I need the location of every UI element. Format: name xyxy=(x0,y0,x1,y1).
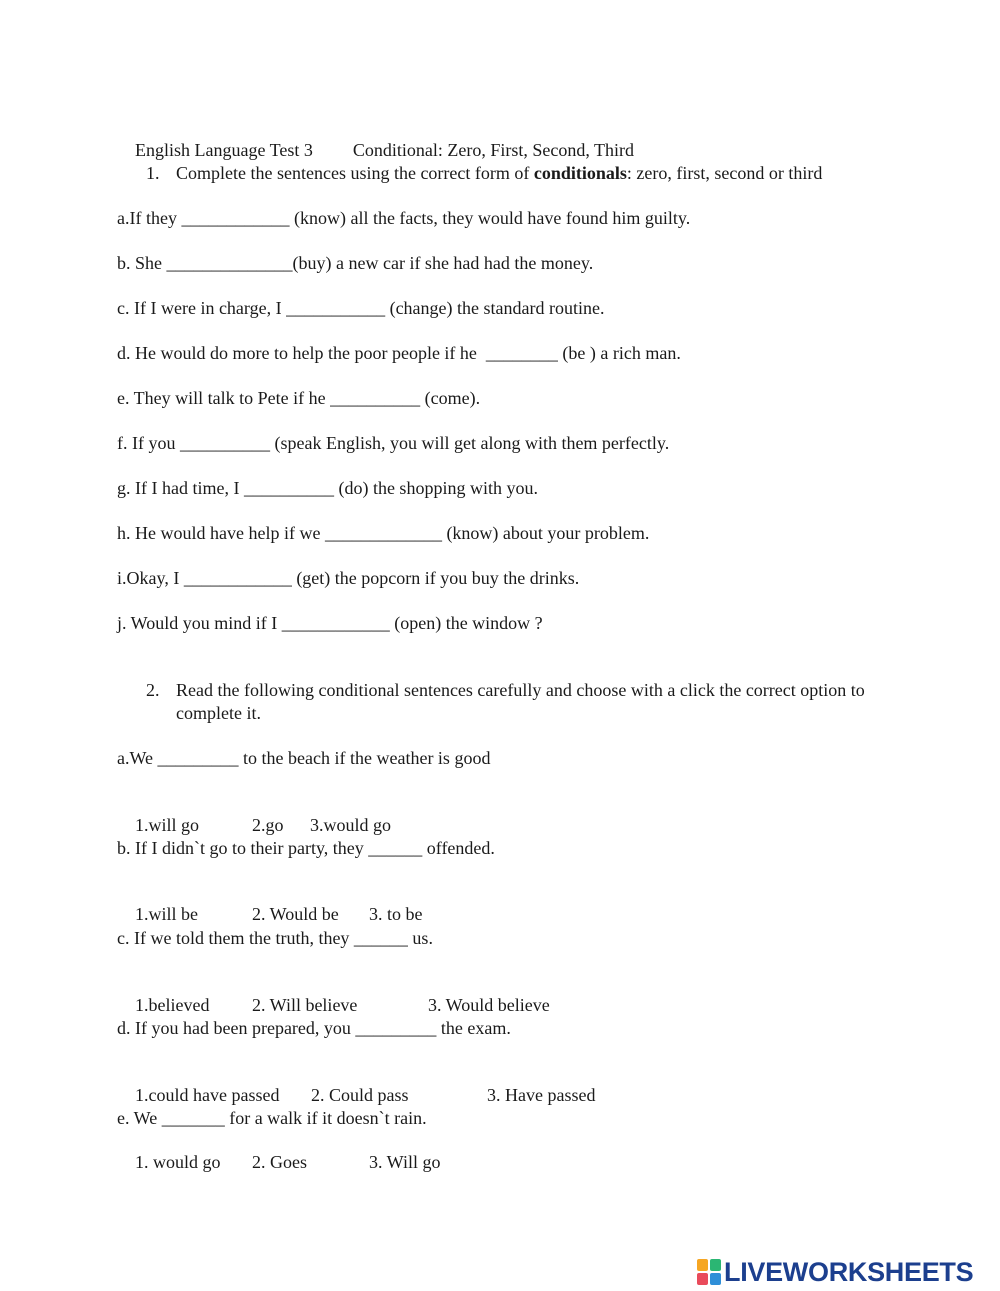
logo-blocks-icon xyxy=(697,1259,721,1285)
logo-text: LIVEWORKSHEETS xyxy=(724,1256,974,1287)
section2-item-e: e. We _______ for a walk if it doesn`t rain. xyxy=(117,1108,427,1128)
option-c1[interactable]: 1.believed xyxy=(135,995,210,1015)
section2-instruction: Read the following conditional sentences carefully and choose with a click the correct option to complete it. xyxy=(176,680,865,723)
section2-item-b: b. If I didn`t go to their party, they ______ offended. xyxy=(117,838,495,858)
section2-item-c: c. If we told them the truth, they ______ us. xyxy=(117,928,433,948)
section1-heading xyxy=(146,162,886,184)
option-b1[interactable]: 1.will be xyxy=(135,904,198,924)
test-subtitle: Conditional: Zero, First, Second, Third xyxy=(352,140,635,160)
liveworksheets-logo xyxy=(697,1257,973,1287)
option-b2[interactable]: 2. Would be xyxy=(252,904,339,924)
option-d1[interactable]: 1.could have passed xyxy=(135,1085,280,1105)
option-d2[interactable]: 2. Could pass xyxy=(311,1085,409,1105)
option-e2[interactable]: 2. Goes xyxy=(252,1152,307,1172)
section2-item-d: d. If you had been prepared, you _________ the exam. xyxy=(117,1018,511,1038)
section1-item-h: h. He would have help if we _____________ (know) about your problem. xyxy=(117,523,650,543)
test-title: English Language Test 3 xyxy=(135,140,313,160)
option-a2[interactable]: 2.go xyxy=(252,815,284,835)
option-d3[interactable]: 3. Have passed xyxy=(487,1085,596,1105)
section2-heading xyxy=(146,679,886,725)
section1-item-f: f. If you __________ (speak English, you will get along with them perfectly. xyxy=(117,433,670,453)
section1-instruction-start: Complete the sentences using the correct form of xyxy=(176,163,534,183)
section1-number: 1. xyxy=(146,163,160,183)
section2-number: 2. xyxy=(146,680,160,700)
section1-item-i: i.Okay, I ____________ (get) the popcorn if you buy the drinks. xyxy=(117,568,580,588)
section1-item-b: b. She ______________(buy) a new car if she had had the money. xyxy=(117,253,594,273)
section1-item-j: j. Would you mind if I ____________ (open) the window ? xyxy=(117,613,543,633)
section1-item-a: a.If they ____________ (know) all the facts, they would have found him guilty. xyxy=(117,208,691,228)
option-a3[interactable]: 3.would go xyxy=(310,815,391,835)
section1-item-e: e. They will talk to Pete if he __________ (come). xyxy=(117,388,481,408)
option-a1[interactable]: 1.will go xyxy=(135,815,200,835)
option-e1[interactable]: 1. would go xyxy=(135,1152,221,1172)
section1-item-d: d. He would do more to help the poor people if he ________ (be ) a rich man. xyxy=(117,343,681,363)
section1-instruction-end: : zero, first, second or third xyxy=(626,163,823,183)
option-c3[interactable]: 3. Would believe xyxy=(428,995,550,1015)
section1-item-g: g. If I had time, I __________ (do) the shopping with you. xyxy=(117,478,538,498)
section1-instruction-keyword: conditionals xyxy=(533,163,627,183)
option-b3[interactable]: 3. to be xyxy=(369,904,423,924)
section1-item-c: c. If I were in charge, I ___________ (change) the standard routine. xyxy=(117,298,605,318)
option-c2[interactable]: 2. Will believe xyxy=(252,995,358,1015)
option-e3[interactable]: 3. Will go xyxy=(369,1152,441,1172)
section2-options-e xyxy=(117,1129,440,1195)
section2-item-a: a.We _________ to the beach if the weather is good xyxy=(117,748,491,768)
